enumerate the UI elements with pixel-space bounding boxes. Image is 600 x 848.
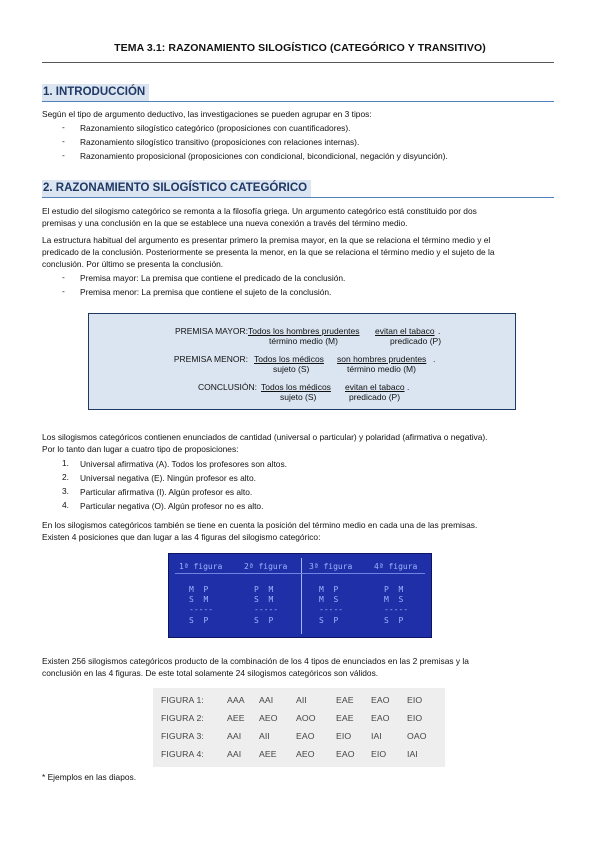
figure-separator: ----- bbox=[384, 605, 409, 614]
conclusion-predicate: evitan el tabaco bbox=[345, 382, 405, 392]
table-cell: IAI bbox=[371, 731, 382, 741]
table-cell: EAE bbox=[336, 695, 354, 705]
table-cell: AEO bbox=[259, 713, 278, 723]
period: . bbox=[433, 354, 436, 364]
table-cell: FIGURA 2: bbox=[161, 713, 204, 723]
table-cell: EAO bbox=[336, 749, 355, 759]
paragraph-5-line: Existen 256 silogismos categóricos producto de la combinación de los 4 tipos de enunciados en las 2 premisas y la bbox=[42, 656, 469, 666]
proposition-type-item: Universal negativa (E). Ningún profesor es alto. bbox=[80, 473, 256, 483]
table-cell: FIGURA 3: bbox=[161, 731, 204, 741]
period: . bbox=[438, 326, 441, 336]
table-cell: AII bbox=[296, 695, 307, 705]
figure-cell: S P bbox=[384, 616, 404, 625]
paragraph-1-line: premisas y una conclusión en la que se establece una nueva conexión a través del término medio. bbox=[42, 218, 408, 228]
paragraph-4-line: Existen 4 posiciones que dan lugar a las 4 figuras del silogismo categórico: bbox=[42, 532, 321, 542]
paragraph-1-line: El estudio del silogismo categórico se remonta a la filosofía griega. Un argumento categórico está constituido por dos bbox=[42, 206, 477, 216]
table-cell: EAO bbox=[296, 731, 315, 741]
period: . bbox=[407, 382, 410, 392]
bullet-dash: - bbox=[62, 286, 65, 296]
premise-mayor-predicate: evitan el tabaco bbox=[375, 326, 435, 336]
section-1-bullet: Razonamiento proposicional (proposiciones con condicional, bicondicional, negación y disyunción). bbox=[80, 151, 448, 161]
table-cell: EAO bbox=[371, 713, 390, 723]
bullet-dash: - bbox=[62, 122, 65, 132]
table-cell: EAE bbox=[336, 713, 354, 723]
table-cell: AEE bbox=[227, 713, 245, 723]
conclusion-subject-note: sujeto (S) bbox=[280, 392, 317, 402]
list-number: 4. bbox=[62, 500, 69, 510]
premise-menor-subject-note: sujeto (S) bbox=[273, 364, 310, 374]
paragraph-2-line: predicado de la conclusión. Posteriormente se presenta la menor, en la que se relaciona el término medio y el sujeto de la bbox=[42, 247, 495, 257]
premise-bullet: Premisa mayor: La premisa que contiene el predicado de la conclusión. bbox=[80, 273, 346, 283]
premise-menor-predicate: son hombres prudentes bbox=[337, 354, 427, 364]
figure-header: 4ª figura bbox=[374, 562, 418, 571]
figure-header: 1ª figura bbox=[179, 562, 223, 571]
valid-syllogisms-table bbox=[153, 688, 445, 767]
figure-separator: ----- bbox=[189, 605, 214, 614]
figure-cell: S P bbox=[189, 616, 209, 625]
list-number: 3. bbox=[62, 486, 69, 496]
premise-mayor-subject: Todos los hombres prudentes bbox=[248, 326, 360, 336]
section-1-intro: Según el tipo de argumento deductivo, las investigaciones se pueden agrupar en 3 tipos: bbox=[42, 109, 372, 119]
footnote: * Ejemplos en las diapos. bbox=[42, 772, 137, 782]
premise-example-box bbox=[88, 313, 516, 410]
figures-header-rule bbox=[175, 573, 425, 574]
conclusion-label: CONCLUSIÓN: bbox=[197, 382, 257, 392]
figure-cell: S P bbox=[319, 616, 339, 625]
figure-cell: P M bbox=[384, 585, 404, 594]
table-cell: AAA bbox=[227, 695, 245, 705]
paragraph-3-line: Los silogismos categóricos contienen enunciados de cantidad (universal o particular) y polaridad (afirmativa o negativa). bbox=[42, 432, 488, 442]
document-title: TEMA 3.1: RAZONAMIENTO SILOGÍSTICO (CATEGÓRICO Y TRANSITIVO) bbox=[114, 42, 486, 54]
figure-separator: ----- bbox=[254, 605, 279, 614]
figure-cell: P M bbox=[254, 585, 274, 594]
figure-cell: M S bbox=[384, 595, 404, 604]
table-cell: AAI bbox=[259, 695, 274, 705]
bullet-dash: - bbox=[62, 272, 65, 282]
figure-cell: S M bbox=[254, 595, 274, 604]
figure-cell: S P bbox=[254, 616, 274, 625]
section-1-bullet: Razonamiento silogístico categórico (proposiciones con cuantificadores). bbox=[80, 123, 351, 133]
figure-separator: ----- bbox=[319, 605, 344, 614]
figure-cell: S M bbox=[189, 595, 209, 604]
paragraph-4-line: En los silogismos categóricos también se tiene en cuenta la posición del término medio en cada una de las premisas. bbox=[42, 520, 478, 530]
conclusion-predicate-note: predicado (P) bbox=[349, 392, 401, 402]
table-cell: AEE bbox=[259, 749, 277, 759]
section-2-rule bbox=[42, 197, 554, 198]
table-cell: EIO bbox=[407, 695, 423, 705]
figures-divider bbox=[301, 558, 302, 634]
proposition-type-item: Universal afirmativa (A). Todos los profesores son altos. bbox=[80, 459, 287, 469]
list-number: 2. bbox=[62, 472, 69, 482]
premise-menor-label: PREMISA MENOR: bbox=[173, 354, 248, 364]
figure-cell: M P bbox=[189, 585, 209, 594]
paragraph-2-line: conclusión. Por último se presenta la conclusión. bbox=[42, 259, 224, 269]
section-2-heading: 2. RAZONAMIENTO SILOGÍSTICO CATEGÓRICO bbox=[42, 180, 311, 197]
table-cell: EIO bbox=[336, 731, 352, 741]
table-cell: IAI bbox=[407, 749, 418, 759]
paragraph-5-line: conclusión en las 4 figuras. De este total solamente 24 silogismos categóricos son válidos. bbox=[42, 668, 379, 678]
premise-menor-predicate-note: término medio (M) bbox=[347, 364, 416, 374]
table-cell: AAI bbox=[227, 731, 242, 741]
premise-mayor-label: PREMISA MAYOR: bbox=[174, 326, 248, 336]
bullet-dash: - bbox=[62, 136, 65, 146]
conclusion-subject: Todos los médicos bbox=[261, 382, 331, 392]
figure-cell: M S bbox=[319, 595, 339, 604]
premise-mayor-subject-note: término medio (M) bbox=[269, 336, 338, 346]
table-cell: AOO bbox=[296, 713, 316, 723]
proposition-type-item: Particular afirmativa (I). Algún profesor es alto. bbox=[80, 487, 253, 497]
table-cell: EAO bbox=[371, 695, 390, 705]
title-divider bbox=[42, 62, 554, 63]
section-1-rule bbox=[42, 101, 554, 102]
bullet-dash: - bbox=[62, 150, 65, 160]
table-cell: OAO bbox=[407, 731, 427, 741]
proposition-type-item: Particular negativa (O). Algún profesor no es alto. bbox=[80, 501, 264, 511]
table-cell: AII bbox=[259, 731, 270, 741]
paragraph-2-line: La estructura habitual del argumento es presentar primero la premisa mayor, en la que se relaciona el término medio y el bbox=[42, 235, 491, 245]
table-cell: FIGURA 4: bbox=[161, 749, 204, 759]
premise-mayor-predicate-note: predicado (P) bbox=[390, 336, 442, 346]
syllogism-figures-box bbox=[168, 553, 432, 638]
table-cell: EIO bbox=[407, 713, 423, 723]
table-cell: FIGURA 1: bbox=[161, 695, 204, 705]
premise-menor-subject: Todos los médicos bbox=[254, 354, 324, 364]
table-cell: AEO bbox=[296, 749, 315, 759]
paragraph-3-line: Por lo tanto dan lugar a cuatro tipo de proposiciones: bbox=[42, 444, 239, 454]
list-number: 1. bbox=[62, 458, 69, 468]
premise-bullet: Premisa menor: La premisa que contiene el sujeto de la conclusión. bbox=[80, 287, 332, 297]
figure-header: 2ª figura bbox=[244, 562, 288, 571]
figure-cell: M P bbox=[319, 585, 339, 594]
table-cell: EIO bbox=[371, 749, 387, 759]
table-cell: AAI bbox=[227, 749, 242, 759]
section-1-bullet: Razonamiento silogístico transitivo (proposiciones con relaciones internas). bbox=[80, 137, 360, 147]
section-1-heading: 1. INTRODUCCIÓN bbox=[42, 84, 149, 101]
figure-header: 3ª figura bbox=[309, 562, 353, 571]
